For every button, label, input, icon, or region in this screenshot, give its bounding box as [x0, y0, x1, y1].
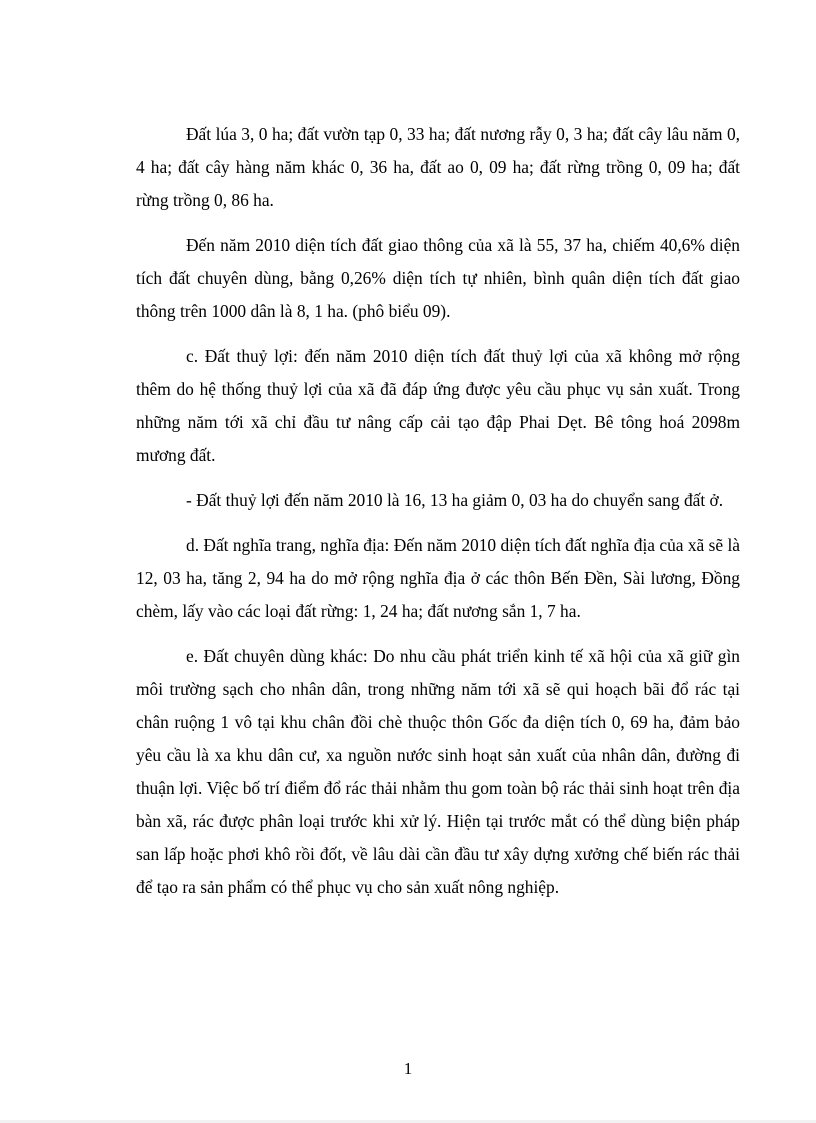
paragraph-irrigation-land: c. Đất thuỷ lợi: đến năm 2010 diện tích đất thuỷ lợi của xã không mở rộng thêm do hệ thống thuỷ lợi của xã đã đáp ứng được yêu cầu phục vụ sản xuất. Trong những năm tới xã chỉ đầu tư nâng cấp cải tạo đập Phai Dẹt. Bê tông hoá 2098m mương đất. — [136, 346, 740, 465]
paragraph-land-areas: Đất lúa 3, 0 ha; đất vườn tạp 0, 33 ha; đất nương rẫy 0, 3 ha; đất cây lâu năm 0, 4 ha; đất cây hàng năm khác 0, 36 ha, đất ao 0, 09 ha; đất rừng trồng 0, 09 ha; đất rừng trồng 0, 86 ha. — [136, 124, 740, 210]
paragraph-transport-land: Đến năm 2010 diện tích đất giao thông của xã là 55, 37 ha, chiếm 40,6% diện tích đất chuyên dùng, bằng 0,26% diện tích tự nhiên, bình quân diện tích đất giao thông trên 1000 dân là 8, 1 ha. (phô biểu 09). — [136, 235, 740, 321]
paragraph-cemetery-land: d. Đất nghĩa trang, nghĩa địa: Đến năm 2010 diện tích đất nghĩa địa của xã sẽ là 12, 03 ha, tăng 2, 94 ha do mở rộng nghĩa địa ở các thôn Bến Đền, Sài lương, Đồng chèm, lấy vào các loại đất rừng: 1, 24 ha; đất nương sắn 1, 7 ha. — [136, 535, 740, 621]
paragraph-irrigation-change: - Đất thuỷ lợi đến năm 2010 là 16, 13 ha giảm 0, 03 ha do chuyển sang đất ở. — [186, 490, 724, 510]
document-body — [136, 118, 740, 916]
page-number: 1 — [403, 1059, 413, 1078]
paragraph-other-special-land: e. Đất chuyên dùng khác: Do nhu cầu phát triển kinh tế xã hội của xã giữ gìn môi trường sạch cho nhân dân, trong những năm tới xã sẽ qui hoạch bãi đổ rác tại chân ruộng 1 vô tại khu chân đồi chè thuộc thôn Gốc đa diện tích 0, 69 ha, đảm bảo yêu cầu là xa khu dân cư, xa nguồn nước sinh hoạt sản xuất của nhân dân, đường đi thuận lợi. Việc bố trí điểm đổ rác thải nhằm thu gom toàn bộ rác thải sinh hoạt trên địa bàn xã, rác được phân loại trước khi xử lý. Hiện tại trước mắt có thể dùng biện pháp san lấp hoặc phơi khô rồi đốt, về lâu dài cần đầu tư xây dựng xưởng chế biến rác thải để tạo ra sản phẩm có thể phục vụ cho sản xuất nông nghiệp. — [136, 646, 740, 897]
